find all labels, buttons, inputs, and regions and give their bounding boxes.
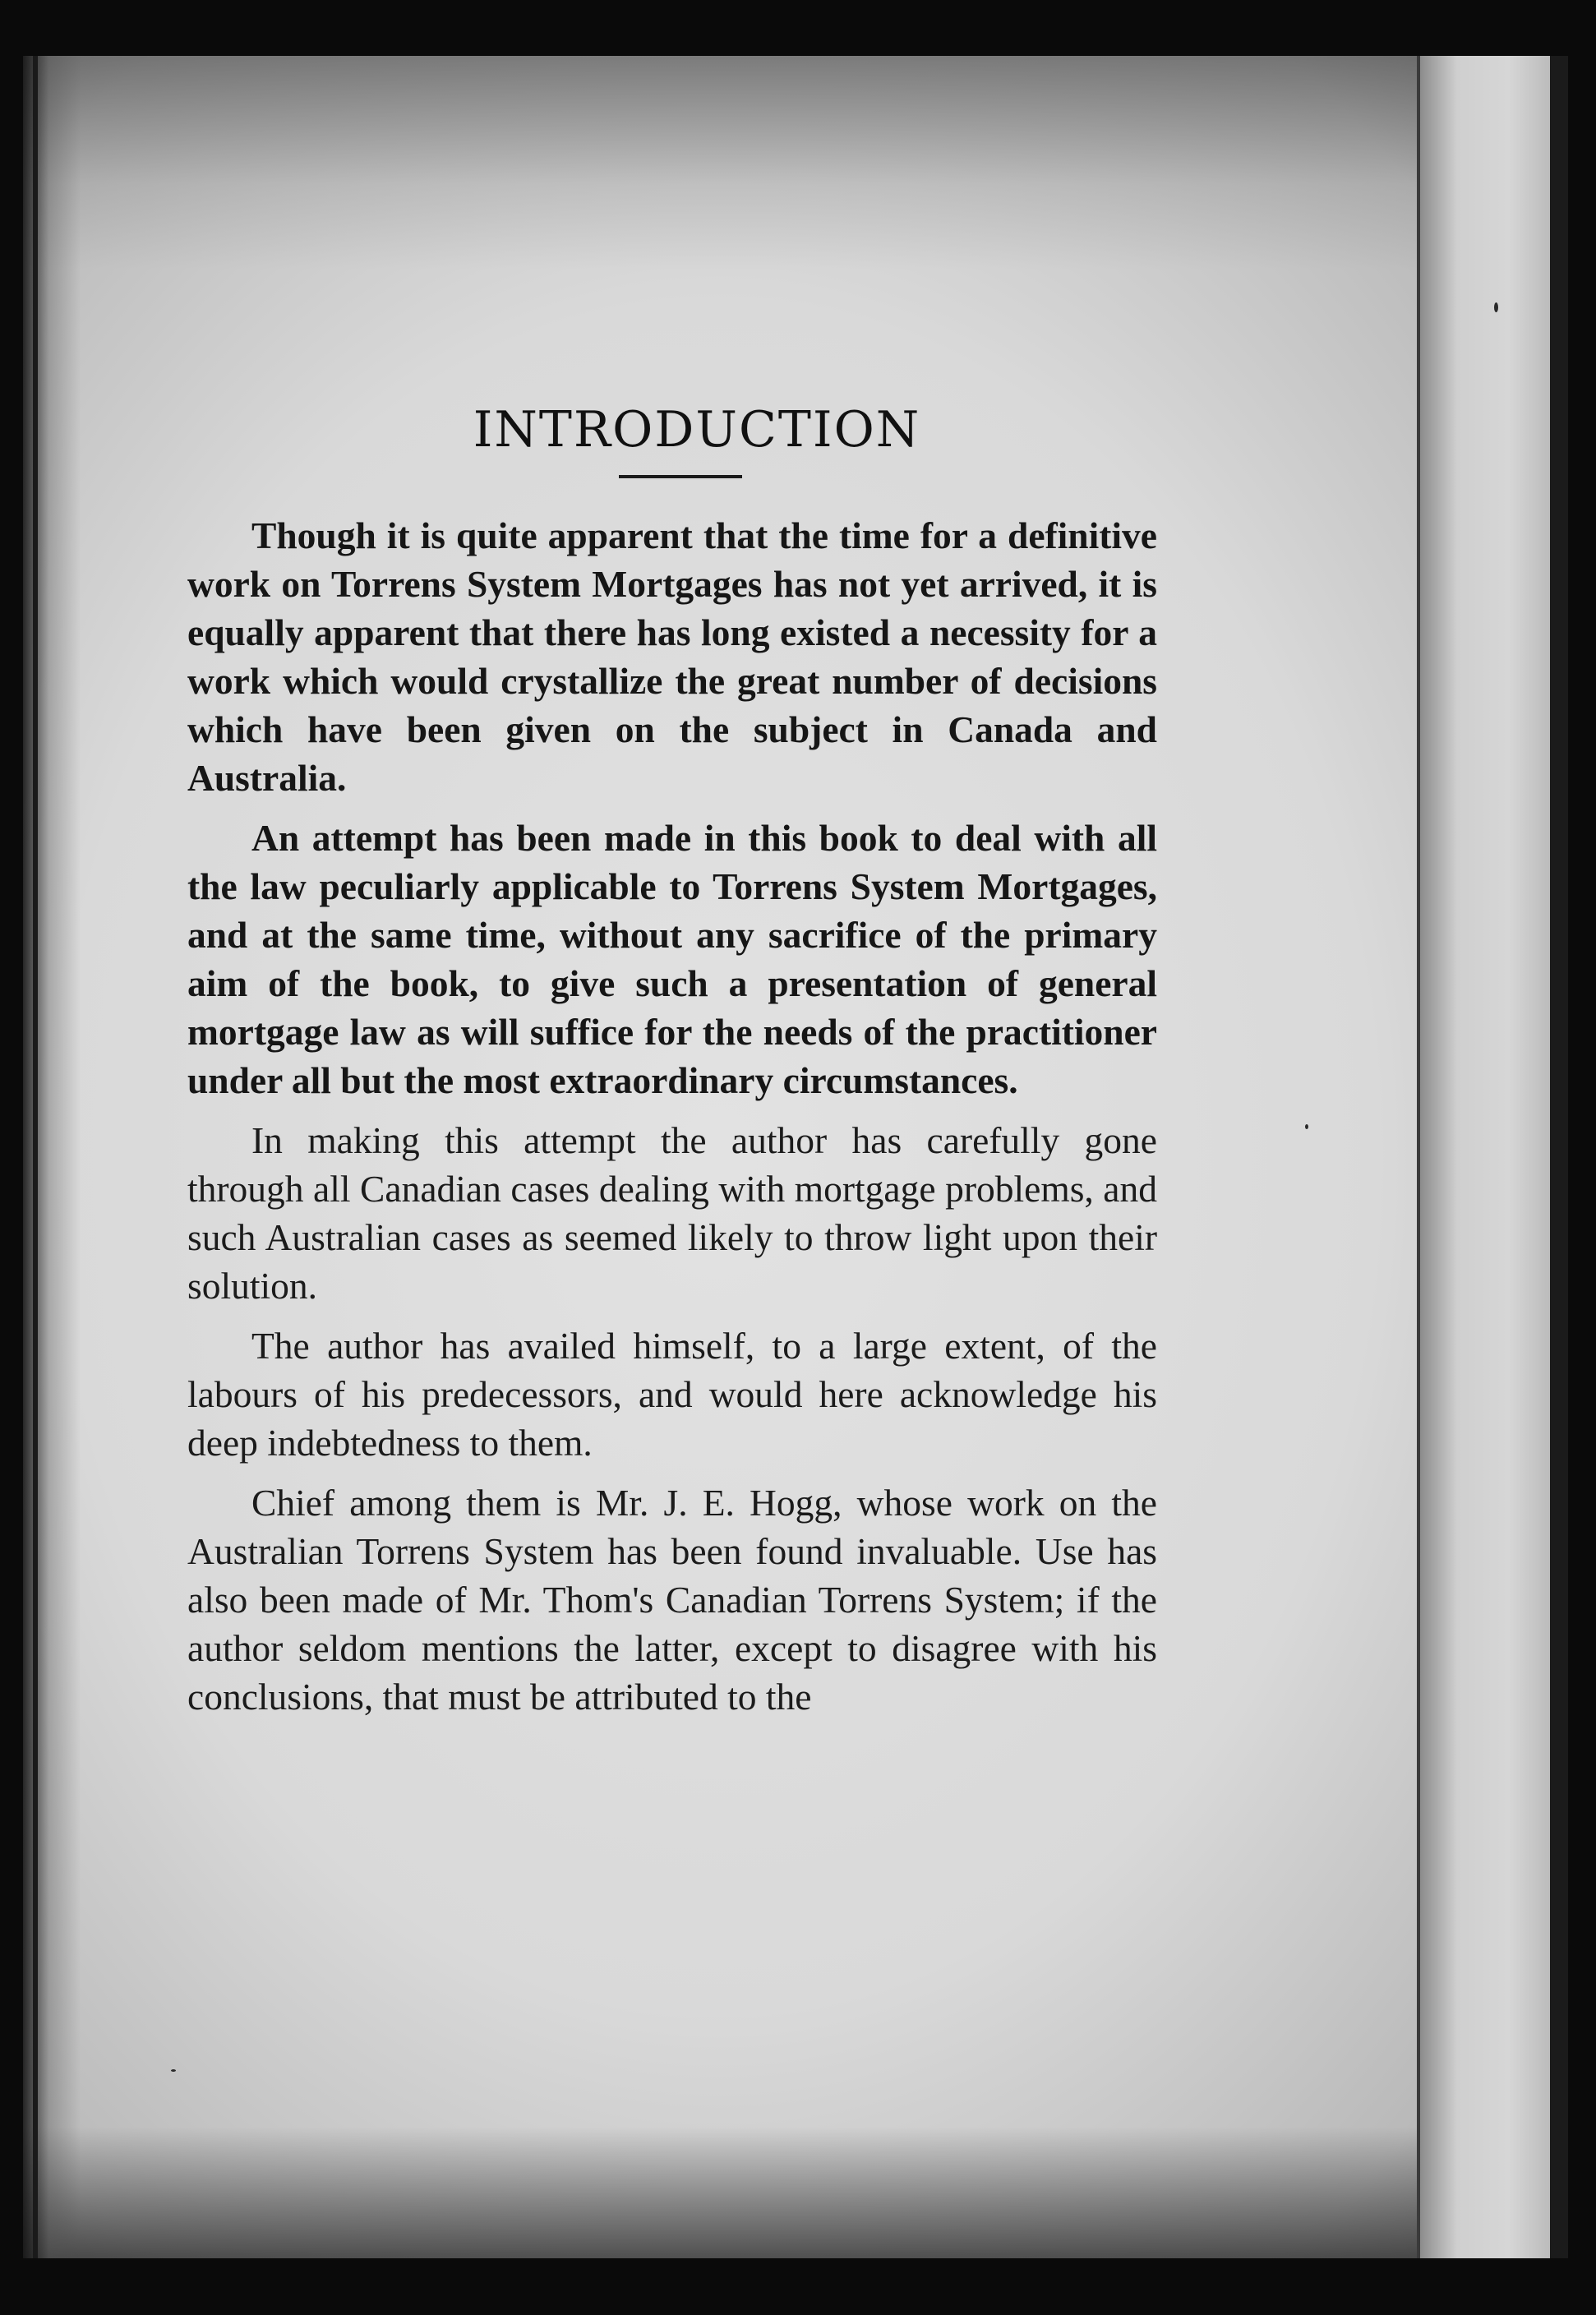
paragraph-2: An attempt has been made in this book to deal with all the law peculiarly applicable to Torrens System Mortgages, and at the same time, without any sacrifice of the primary aim of the book, to give such a presentation of general mortgage law as will suffice for the needs of the practitioner under all but the most extraordinary circumstances. xyxy=(187,817,1157,1101)
facing-page-dark-border xyxy=(1550,56,1568,2258)
paragraph-1: Though it is quite apparent that the time for a definitive work on Torrens System Mortgages has not yet arrived, it is equally apparent that there has long existed a necessity for a work which would crystallize the great number of decisions which have been given on the subject in Canada and Australia. xyxy=(187,514,1157,799)
paragraph-4: The author has availed himself, to a large extent, of the labours of his predecessors, and would here acknowledge his deep indebtedness to them. xyxy=(187,1325,1157,1464)
scan-speck xyxy=(1305,1124,1308,1129)
scan-speck xyxy=(1494,302,1498,312)
page-top-shadow xyxy=(23,56,1568,270)
page-left-edge xyxy=(23,56,81,2258)
page-title: INTRODUCTION xyxy=(473,401,921,459)
page-bottom-shadow xyxy=(23,2127,1568,2258)
scan-speck xyxy=(171,2069,176,2072)
scanned-page xyxy=(23,56,1568,2258)
document-body xyxy=(187,401,1157,1732)
paragraph-3: In making this attempt the author has carefully gone through all Canadian cases dealing with mortgage problems, and such Australian cases as seemed likely to throw light upon their solution. xyxy=(187,1119,1157,1307)
facing-page-edge xyxy=(1417,56,1568,2258)
binding-line xyxy=(33,56,38,2258)
paragraph-5: Chief among them is Mr. J. E. Hogg, whose work on the Australian Torrens System has been found invaluable. Use has also been made of Mr. Thom's Canadian Torrens System; if the author seldom mentions the latter, except to disagree with his conclusions, that must be attributed to the xyxy=(187,1482,1157,1718)
title-rule xyxy=(619,475,742,478)
